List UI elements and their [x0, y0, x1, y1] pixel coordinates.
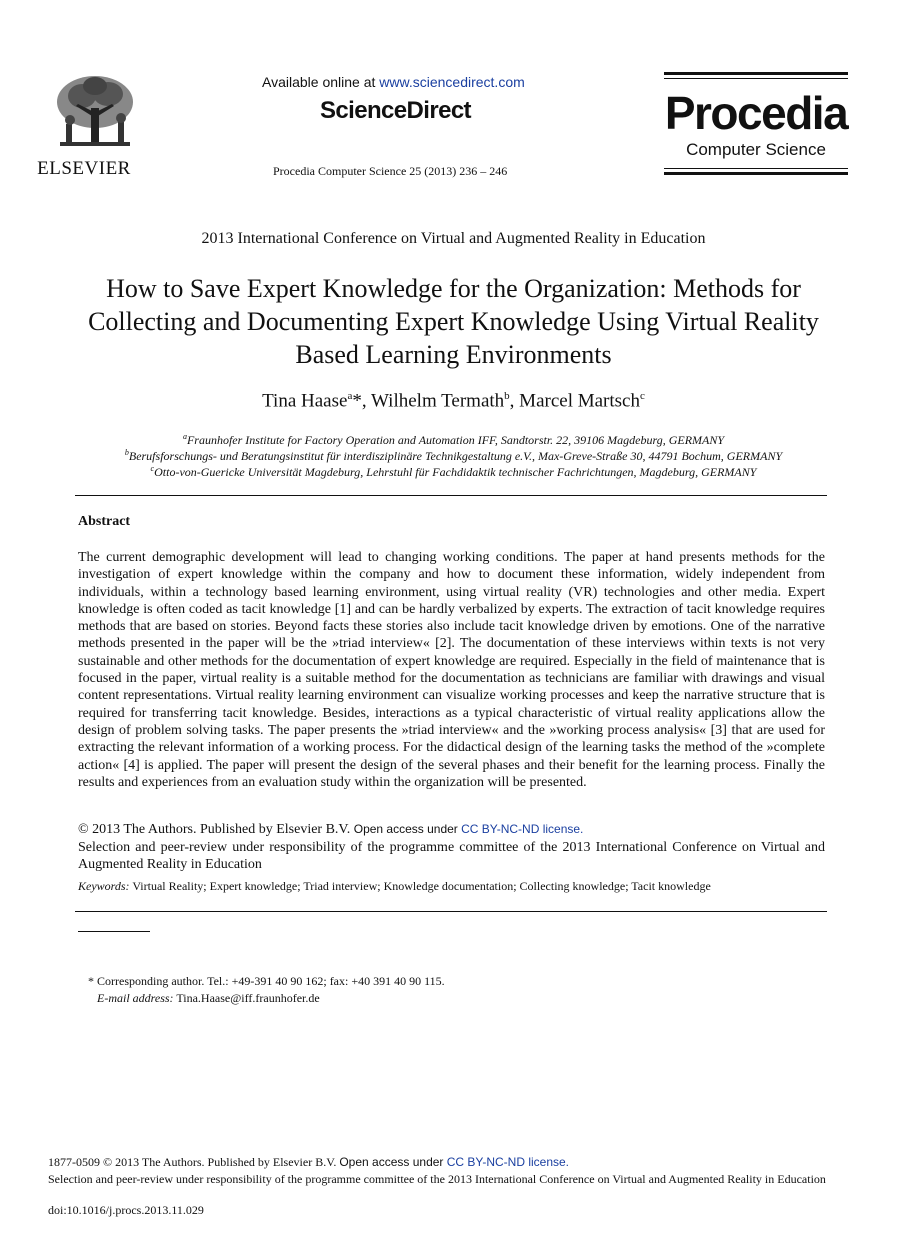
- procedia-rule-top-thin: [664, 78, 848, 79]
- author-name: Wilhelm Termath: [371, 390, 505, 412]
- affiliation-text: Berufsforschungs- und Beratungsinstitut für interdisziplinäre Technikgestaltung e.V., Max-Greve-Straße 30, 44791 Bochum, GERMANY: [128, 449, 783, 463]
- footer-review: Selection and peer-review under responsibility of the programme committee of the 2013 International Conference on Virtual and Augmented Reality in Education: [48, 1172, 826, 1186]
- keywords-line: [78, 879, 825, 894]
- journal-reference: Procedia Computer Science 25 (2013) 236 – 246: [273, 164, 508, 178]
- footer-issn-text: 1877-0509 © 2013 The Authors. Published by Elsevier B.V.: [48, 1155, 340, 1169]
- author-separator: ,: [361, 390, 371, 412]
- paper-title: How to Save Expert Knowledge for the Organization: Methods for Collecting and Documenting Expert Knowledge Using Virtual Reality Based Learning Environments: [88, 274, 819, 369]
- available-online: [262, 74, 525, 90]
- footer-doi[interactable]: doi:10.1016/j.procs.2013.11.029: [48, 1203, 204, 1217]
- available-prefix: Available online at: [262, 74, 380, 90]
- affiliation-sup: b: [124, 448, 129, 457]
- procedia-rule-bottom-thin: [664, 168, 848, 169]
- procedia-wordmark: Procedia: [664, 87, 848, 139]
- email-line: [97, 991, 320, 1006]
- author-affil-sup: c: [639, 390, 645, 402]
- author-name: Marcel Martsch: [519, 390, 640, 412]
- email-address[interactable]: Tina.Haase@iff.fraunhofer.de: [173, 991, 320, 1005]
- corresponding-mark: *: [352, 390, 362, 412]
- abstract-heading: Abstract: [78, 514, 131, 529]
- license-link[interactable]: CC BY-NC-ND license.: [461, 822, 584, 836]
- affiliation-text: Otto-von-Guericke Universität Magdeburg, Lehrstuhl für Fachdidaktik technischer Fachrichtungen, Magdeburg, GERMANY: [154, 465, 757, 479]
- conference-name: 2013 International Conference on Virtual and Augmented Reality in Education: [201, 230, 706, 247]
- author-list: [0, 390, 907, 412]
- author-separator: ,: [509, 390, 520, 412]
- affiliation-a: [0, 432, 907, 448]
- copyright-text: © 2013 The Authors. Published by Elsevier B.V.: [78, 822, 354, 837]
- procedia-rule-bottom: [664, 172, 848, 175]
- affiliation-text: Fraunhofer Institute for Factory Operation and Automation IFF, Sandtorstr. 22, 39106 Magdeburg, GERMANY: [186, 433, 725, 447]
- copyright-line: [78, 822, 825, 838]
- open-access-text: Open access under: [353, 822, 462, 836]
- elsevier-logo: [22, 72, 146, 178]
- footer-issn: [48, 1155, 569, 1170]
- affiliation-b: [0, 448, 907, 464]
- affiliation-sup: a: [182, 432, 187, 441]
- email-label: E-mail address:: [97, 991, 174, 1005]
- elsevier-wordmark: ELSEVIER: [37, 158, 131, 179]
- divider-top: [75, 495, 827, 496]
- footer-license-link[interactable]: CC BY-NC-ND license.: [446, 1155, 569, 1169]
- author-name: Tina Haase: [262, 390, 348, 412]
- procedia-rule-top: [664, 72, 848, 75]
- keywords-list: Virtual Reality; Expert knowledge; Triad interview; Knowledge documentation; Collecting knowledge; Tacit knowledge: [129, 879, 711, 893]
- sciencedirect-link[interactable]: www.sciencedirect.com: [379, 74, 525, 90]
- affiliation-c: [0, 464, 907, 480]
- abstract-body: The current demographic development will lead to changing working conditions. The paper at hand presents methods for the investigation of expert knowledge within the company and how to document these information, widely independent from individuals, within a technology based learning environment, using virtual reality (VR) technologies and other media. Expert knowledge is often coded as tacit knowledge [1] and can be hardly verbalized by experts. The extraction of tacit knowledge requires methods that are based on stories. Beyond facts these stories also include tacit knowledge driven by emotions. One of the narrative methods presented in the paper will be the »triad interview« [2]. The documentation of these interviews within texts is not very sustainable and other methods for the documentation of expert knowledge are required. Especially in the field of maintenance that is focused in the paper, virtual reality is a suitable method for the documentation as technicians are familiar with drawings and visual content representations. Virtual reality learning environment can visualize working processes and keep the narrative structure that is required for transferring tacit knowledge. Besides, interactions as a typical characteristic of virtual reality applications allow the design of problem solving tasks. The paper presents the »triad interview« and the »working process analysis« [3] that are used for extracting the relevant information of a working process. For the didactical design of the learning tasks the method of the »complete action« [4] is applied. The paper will present the design of the several phases and their benefit for the learning process. Finally the results and experiences from an evaluation study within the organization will be presented.: [78, 550, 825, 790]
- footer-open-access: Open access under: [339, 1155, 447, 1169]
- footnote-rule: [78, 931, 150, 932]
- divider-bottom: [75, 911, 827, 912]
- author-affil-sup: b: [504, 390, 510, 402]
- affiliation-sup: c: [150, 464, 155, 473]
- elsevier-tree-icon: [52, 72, 138, 154]
- corresponding-author: * Corresponding author. Tel.: +49-391 40 90 162; fax: +40 391 40 90 115.: [88, 974, 445, 988]
- procedia-subtitle: Computer Science: [686, 140, 826, 159]
- author-affil-sup: a: [347, 390, 353, 402]
- peer-review-statement: Selection and peer-review under responsibility of the programme committee of the 2013 International Conference on Virtual and Augmented Reality in Education: [78, 840, 825, 872]
- procedia-logo: [664, 72, 848, 176]
- sciencedirect-wordmark: ScienceDirect: [320, 97, 471, 124]
- keywords-label: Keywords:: [78, 879, 130, 893]
